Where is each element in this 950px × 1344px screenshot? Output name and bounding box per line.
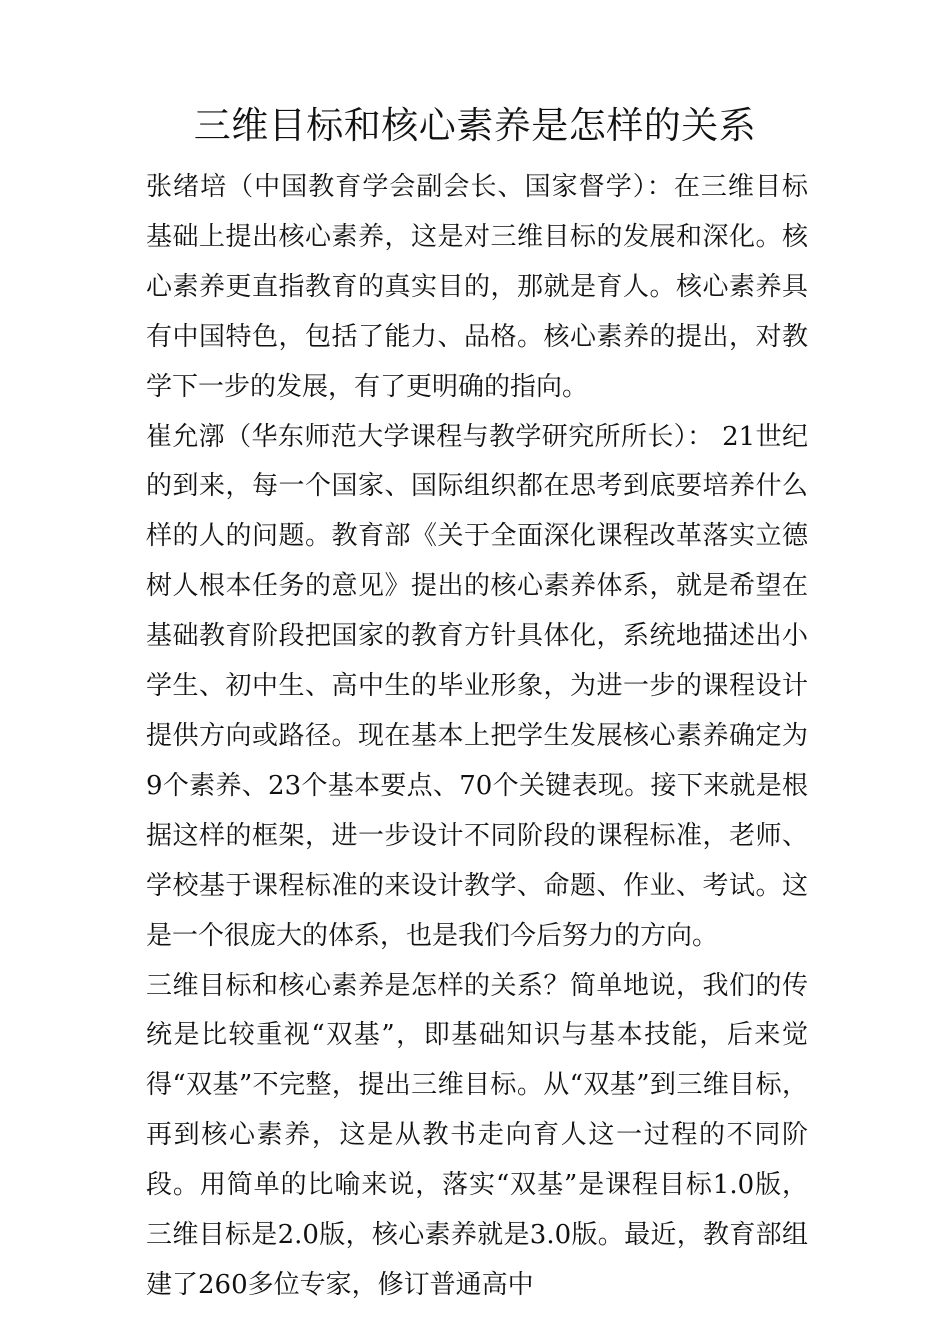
paragraph-zhang-xupei: 张绪培（中国教育学会副会长、国家督学）：在三维目标基础上提出核心素养，这是对三维目标的发展和深化。核心素养更直指教育的真实目的，那就是育人。核心素养具有中国特色，包括了能力、品格。核心素养的提出，对教学下一步的发展，有了更明确的指向。	[146, 172, 808, 402]
paragraph-cui-yunhuo: 崔允漷（华东师范大学课程与教学研究所所长）： 21世纪的到来，每一个国家、国际组织都在思考到底要培养什么样的人的问题。教育部《关于全面深化课程改革落实立德树人根本任务的意见》提出的核心素养体系，就是希望在基础教育阶段把国家的教育方针具体化，系统地描述出小学生、初中生、高中生的毕业形象，为进一步的课程设计提供方向或路径。现在基本上把学生发展核心素养确定为9个素养、23个基本要点、70个关键表现。接下来就是根据这样的框架，进一步设计不同阶段的课程标准，老师、学校基于课程标准的来设计教学、命题、作业、考试。这是一个很庞大的体系，也是我们今后努力的方向。	[146, 421, 808, 951]
paragraph-relationship: 三维目标和核心素养是怎样的关系？简单地说，我们的传统是比较重视“双基”，即基础知识与基本技能，后来觉得“双基”不完整，提出三维目标。从“双基”到三维目标，再到核心素养，这是从教书走向育人这一过程的不同阶段。用简单的比喻来说，落实“双基”是课程目标1.0版，三维目标是2.0版，核心素养就是3.0版。最近，教育部组建了260多位专家，修订普通高中	[146, 970, 808, 1300]
document-title: 三维目标和核心素养是怎样的关系	[193, 104, 757, 147]
document-body	[146, 163, 808, 1311]
